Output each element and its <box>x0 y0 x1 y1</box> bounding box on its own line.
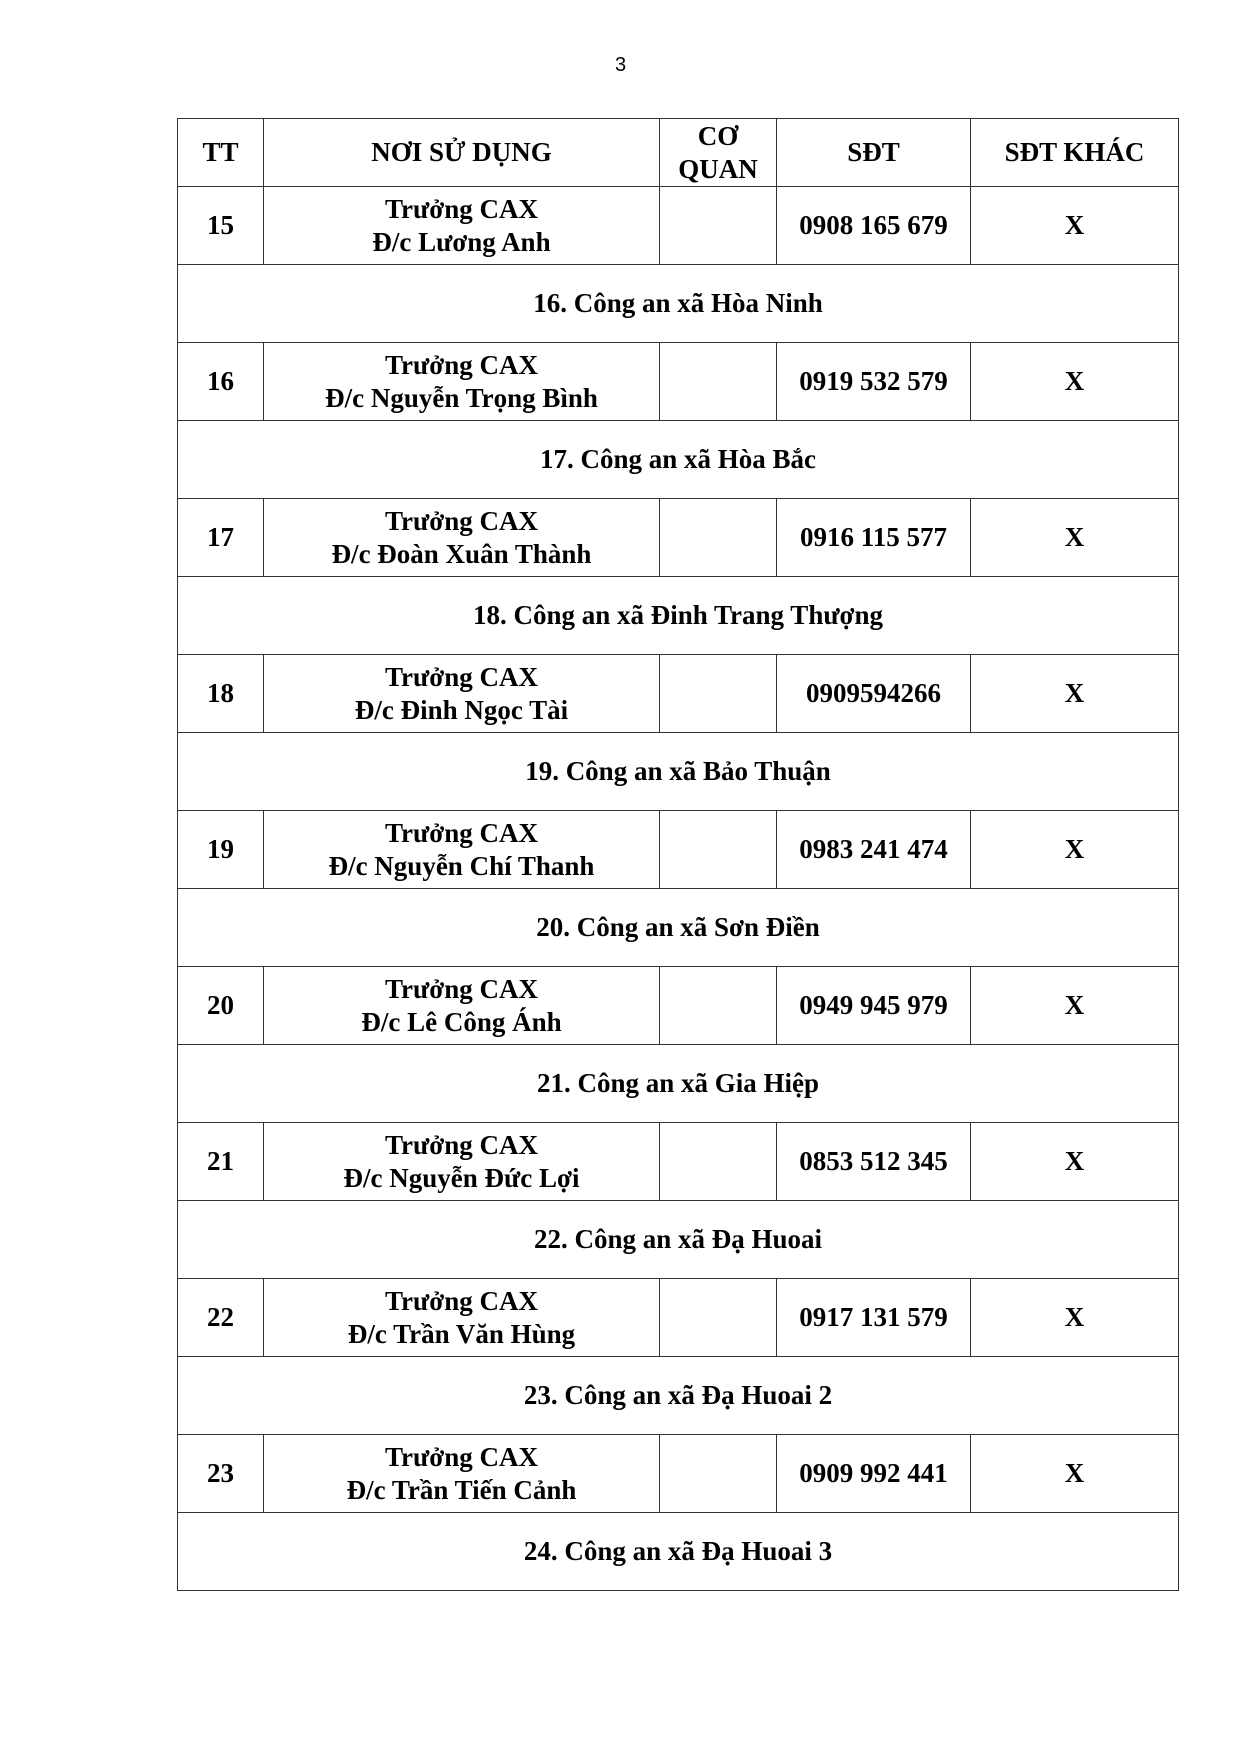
cell-phone: 0909594266 <box>777 655 971 733</box>
cell-role: Trưởng CAX <box>385 505 538 536</box>
cell-place <box>264 967 660 1045</box>
table-row <box>178 1123 1179 1201</box>
section-row <box>178 577 1179 655</box>
cell-place <box>264 1435 660 1513</box>
section-row <box>178 421 1179 499</box>
cell-agency <box>660 1279 777 1357</box>
cell-other-phone: X <box>971 187 1179 265</box>
header-other-phone: SĐT KHÁC <box>971 119 1179 187</box>
cell-tt: 15 <box>178 187 264 265</box>
section-row <box>178 1357 1179 1435</box>
cell-tt: 16 <box>178 343 264 421</box>
section-row <box>178 733 1179 811</box>
cell-tt: 22 <box>178 1279 264 1357</box>
cell-role: Trưởng CAX <box>385 817 538 848</box>
cell-role: Trưởng CAX <box>385 193 538 224</box>
cell-phone: 0919 532 579 <box>777 343 971 421</box>
cell-other-phone: X <box>971 1435 1179 1513</box>
table-row <box>178 655 1179 733</box>
cell-person-name: Đ/c Trần Tiến Cảnh <box>346 1474 577 1505</box>
section-title: 23. Công an xã Đạ Huoai 2 <box>178 1357 1179 1435</box>
table-row <box>178 1279 1179 1357</box>
cell-tt: 19 <box>178 811 264 889</box>
cell-agency <box>660 811 777 889</box>
cell-other-phone: X <box>971 811 1179 889</box>
section-title: 20. Công an xã Sơn Điền <box>178 889 1179 967</box>
cell-place <box>264 499 660 577</box>
cell-person-name: Đ/c Lê Công Ánh <box>361 1006 562 1037</box>
cell-role: Trưởng CAX <box>385 1285 538 1316</box>
cell-place <box>264 187 660 265</box>
table-row <box>178 967 1179 1045</box>
section-title: 16. Công an xã Hòa Ninh <box>178 265 1179 343</box>
table-row <box>178 343 1179 421</box>
table-body <box>178 187 1179 1591</box>
table-row <box>178 811 1179 889</box>
cell-other-phone: X <box>971 655 1179 733</box>
cell-other-phone: X <box>971 499 1179 577</box>
cell-agency <box>660 187 777 265</box>
table-row <box>178 1435 1179 1513</box>
cell-place <box>264 1279 660 1357</box>
section-row <box>178 1045 1179 1123</box>
section-title: 21. Công an xã Gia Hiệp <box>178 1045 1179 1123</box>
cell-other-phone: X <box>971 1279 1179 1357</box>
cell-other-phone: X <box>971 967 1179 1045</box>
cell-person-name: Đ/c Nguyễn Trọng Bình <box>325 382 598 413</box>
section-title: 18. Công an xã Đinh Trang Thượng <box>178 577 1179 655</box>
cell-agency <box>660 655 777 733</box>
cell-role: Trưởng CAX <box>385 1129 538 1160</box>
cell-tt: 20 <box>178 967 264 1045</box>
cell-tt: 17 <box>178 499 264 577</box>
cell-role: Trưởng CAX <box>385 973 538 1004</box>
cell-person-name: Đ/c Trần Văn Hùng <box>347 1318 576 1349</box>
header-agency-line1: CƠ <box>697 120 739 151</box>
section-row <box>178 1201 1179 1279</box>
header-phone: SĐT <box>777 119 971 187</box>
cell-person-name: Đ/c Nguyễn Chí Thanh <box>328 850 595 881</box>
cell-phone: 0853 512 345 <box>777 1123 971 1201</box>
cell-phone: 0949 945 979 <box>777 967 971 1045</box>
header-agency <box>660 119 777 187</box>
section-title: 24. Công an xã Đạ Huoai 3 <box>178 1513 1179 1591</box>
header-agency-line2: QUAN <box>678 153 758 184</box>
page-number: 3 <box>614 54 627 76</box>
cell-tt: 21 <box>178 1123 264 1201</box>
table-row <box>178 187 1179 265</box>
section-title: 19. Công an xã Bảo Thuận <box>178 733 1179 811</box>
table-row <box>178 499 1179 577</box>
cell-place <box>264 655 660 733</box>
cell-person-name: Đ/c Đinh Ngọc Tài <box>354 694 569 725</box>
cell-phone: 0908 165 679 <box>777 187 971 265</box>
section-title: 22. Công an xã Đạ Huoai <box>178 1201 1179 1279</box>
cell-agency <box>660 967 777 1045</box>
cell-place <box>264 811 660 889</box>
cell-role: Trưởng CAX <box>385 661 538 692</box>
cell-agency <box>660 343 777 421</box>
cell-phone: 0909 992 441 <box>777 1435 971 1513</box>
cell-place <box>264 1123 660 1201</box>
header-tt: TT <box>178 119 264 187</box>
cell-tt: 23 <box>178 1435 264 1513</box>
cell-person-name: Đ/c Lương Anh <box>372 226 551 257</box>
cell-person-name: Đ/c Nguyễn Đức Lợi <box>343 1162 580 1193</box>
cell-other-phone: X <box>971 343 1179 421</box>
cell-agency <box>660 499 777 577</box>
cell-agency <box>660 1123 777 1201</box>
cell-other-phone: X <box>971 1123 1179 1201</box>
cell-agency <box>660 1435 777 1513</box>
cell-role: Trưởng CAX <box>385 349 538 380</box>
section-row <box>178 889 1179 967</box>
table-header-row <box>178 119 1179 187</box>
section-row <box>178 265 1179 343</box>
cell-role: Trưởng CAX <box>385 1441 538 1472</box>
contact-table <box>177 118 1179 1591</box>
cell-tt: 18 <box>178 655 264 733</box>
cell-person-name: Đ/c Đoàn Xuân Thành <box>331 538 592 569</box>
header-place: NƠI SỬ DỤNG <box>264 119 660 187</box>
cell-place <box>264 343 660 421</box>
cell-phone: 0983 241 474 <box>777 811 971 889</box>
cell-phone: 0916 115 577 <box>777 499 971 577</box>
section-row <box>178 1513 1179 1591</box>
cell-phone: 0917 131 579 <box>777 1279 971 1357</box>
section-title: 17. Công an xã Hòa Bắc <box>178 421 1179 499</box>
